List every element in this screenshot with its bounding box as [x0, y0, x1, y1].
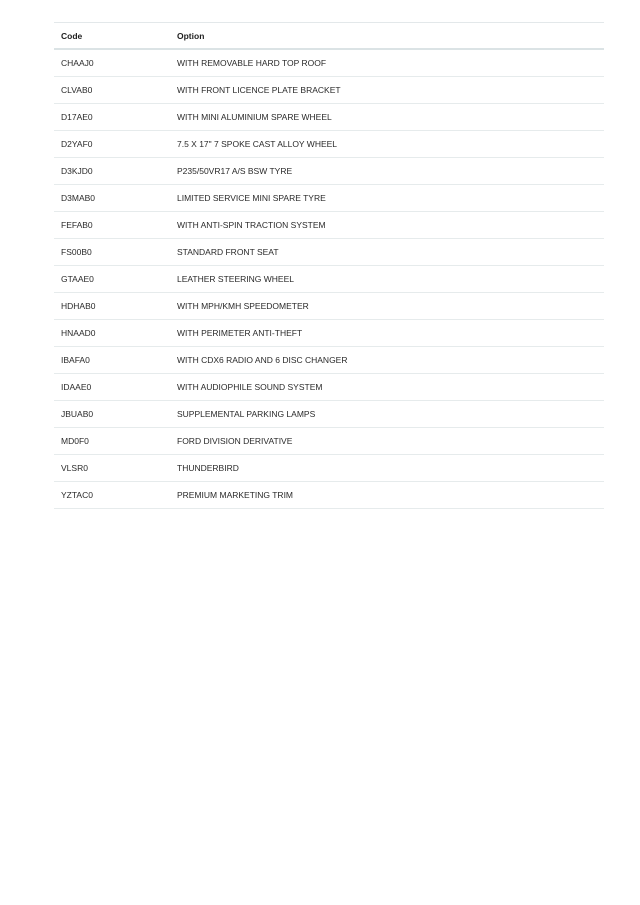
option-code-cell: IDAAE0 — [61, 382, 92, 392]
option-code-cell: YZTAC0 — [61, 490, 93, 500]
header-code: Code — [61, 30, 83, 41]
option-code-cell: JBUAB0 — [61, 409, 94, 419]
option-description-cell: LIMITED SERVICE MINI SPARE TYRE — [177, 193, 326, 203]
option-code-cell: FS00B0 — [61, 247, 92, 257]
table-row — [54, 131, 604, 158]
option-code-cell: CHAAJ0 — [61, 58, 94, 68]
table-row — [54, 266, 604, 293]
option-code-cell: FEFAB0 — [61, 220, 93, 230]
option-description-cell: P235/50VR17 A/S BSW TYRE — [177, 166, 293, 176]
option-description-cell: WITH MINI ALUMINIUM SPARE WHEEL — [177, 112, 332, 122]
option-description-cell: 7.5 X 17" 7 SPOKE CAST ALLOY WHEEL — [177, 139, 338, 149]
table-row — [54, 158, 604, 185]
option-description-cell: WITH FRONT LICENCE PLATE BRACKET — [177, 85, 341, 95]
header-option: Option — [177, 30, 205, 41]
option-code-cell: D3KJD0 — [61, 166, 93, 176]
table-row — [54, 455, 604, 482]
option-description-cell: WITH ANTI-SPIN TRACTION SYSTEM — [177, 220, 326, 230]
option-description-cell: WITH REMOVABLE HARD TOP ROOF — [177, 58, 327, 68]
option-code-cell: MD0F0 — [61, 436, 89, 446]
table-row — [54, 77, 604, 104]
options-table-container — [54, 22, 604, 509]
table-header-row — [54, 23, 604, 50]
option-code-cell: D17AE0 — [61, 112, 93, 122]
table-row — [54, 347, 604, 374]
table-row — [54, 185, 604, 212]
option-description-cell: WITH AUDIOPHILE SOUND SYSTEM — [177, 382, 323, 392]
option-code-cell: IBAFA0 — [61, 355, 90, 365]
option-code-cell: VLSR0 — [61, 463, 88, 473]
table-row — [54, 428, 604, 455]
option-description-cell: WITH PERIMETER ANTI-THEFT — [177, 328, 303, 338]
table-body — [54, 49, 604, 509]
table-row — [54, 239, 604, 266]
table-row — [54, 212, 604, 239]
table-row — [54, 374, 604, 401]
table-row — [54, 482, 604, 509]
option-description-cell: WITH MPH/KMH SPEEDOMETER — [177, 301, 309, 311]
table-row — [54, 320, 604, 347]
option-description-cell: LEATHER STEERING WHEEL — [177, 274, 294, 284]
table-row — [54, 401, 604, 428]
option-description-cell: FORD DIVISION DERIVATIVE — [177, 436, 293, 446]
option-code-cell: HNAAD0 — [61, 328, 96, 338]
option-description-cell: PREMIUM MARKETING TRIM — [177, 490, 294, 500]
options-table — [54, 22, 604, 509]
option-description-cell: SUPPLEMENTAL PARKING LAMPS — [177, 409, 316, 419]
table-row — [54, 293, 604, 320]
option-code-cell: CLVAB0 — [61, 85, 93, 95]
option-code-cell: D3MAB0 — [61, 193, 96, 203]
option-description-cell: THUNDERBIRD — [177, 463, 239, 473]
option-code-cell: GTAAE0 — [61, 274, 94, 284]
option-code-cell: HDHAB0 — [61, 301, 96, 311]
option-description-cell: WITH CDX6 RADIO AND 6 DISC CHANGER — [177, 355, 348, 365]
option-code-cell: D2YAF0 — [61, 139, 93, 149]
table-row — [54, 104, 604, 131]
table-row — [54, 49, 604, 77]
option-description-cell: STANDARD FRONT SEAT — [177, 247, 279, 257]
